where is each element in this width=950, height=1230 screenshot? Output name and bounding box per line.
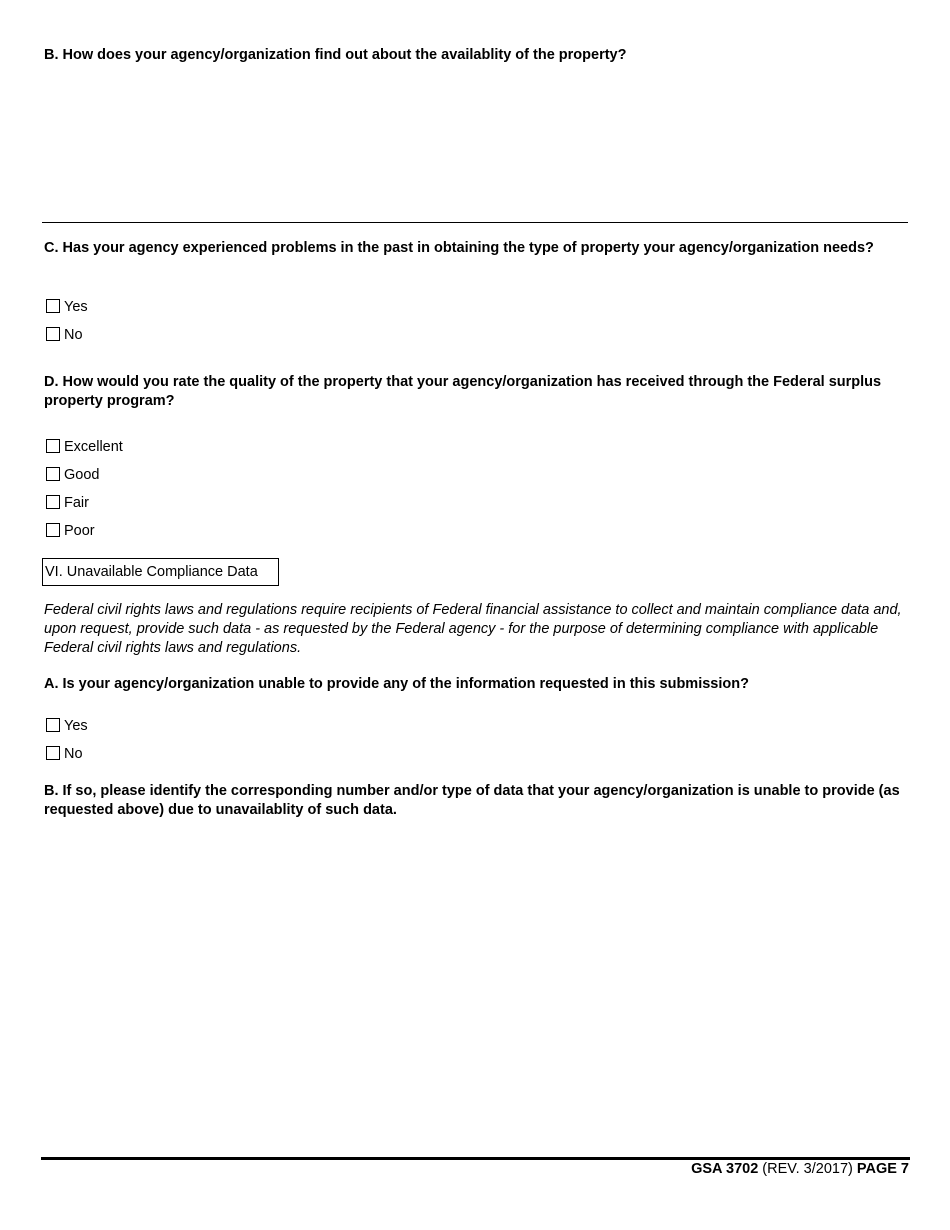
checkbox-d-excellent[interactable] xyxy=(46,439,60,453)
option-label: Yes xyxy=(64,299,88,315)
checkbox-d-good[interactable] xyxy=(46,467,60,481)
divider-line xyxy=(42,222,908,223)
footer-page-number: PAGE 7 xyxy=(856,1161,909,1177)
checkbox-d-poor[interactable] xyxy=(46,523,60,537)
option-label: No xyxy=(64,746,83,762)
checkbox-d-fair[interactable] xyxy=(46,495,60,509)
option-label: Fair xyxy=(64,495,89,511)
checkbox-c-yes[interactable] xyxy=(46,299,60,313)
question-vi-b: B. If so, please identify the corresponding number and/or type of data that your agency/organization is unable to provide (as requested above) due to unavailablity of such data. xyxy=(44,783,900,818)
checkbox-vi-a-yes[interactable] xyxy=(46,718,60,732)
section-vi-heading: VI. Unavailable Compliance Data xyxy=(42,558,279,586)
section-vi-intro: Federal civil rights laws and regulations require recipients of Federal financial assistance to collect and maintain compliance data and, upon request, provide such data - as requested by the Federal agency - for the purpose of determining compliance with applicable Federal civil rights laws and regulations. xyxy=(44,602,902,656)
question-vi-a: A. Is your agency/organization unable to provide any of the information requested in this submission? xyxy=(44,676,749,692)
footer-form-number: GSA 3702 xyxy=(691,1161,759,1177)
footer-revision: (REV. 3/2017) xyxy=(758,1161,857,1177)
footer-form-id xyxy=(691,1160,909,1178)
option-label: Excellent xyxy=(64,439,123,455)
option-label: Poor xyxy=(64,523,95,539)
option-label: Yes xyxy=(64,718,88,734)
checkbox-vi-a-no[interactable] xyxy=(46,746,60,760)
question-c-problems: C. Has your agency experienced problems in the past in obtaining the type of property your agency/organization needs? xyxy=(44,240,874,256)
option-label: Good xyxy=(64,467,100,483)
checkbox-c-no[interactable] xyxy=(46,327,60,341)
option-label: No xyxy=(64,327,83,343)
question-b-availability: B. How does your agency/organization find out about the availablity of the property? xyxy=(44,47,627,63)
question-d-quality: D. How would you rate the quality of the property that your agency/organization has received through the Federal surplus property program? xyxy=(44,374,882,409)
